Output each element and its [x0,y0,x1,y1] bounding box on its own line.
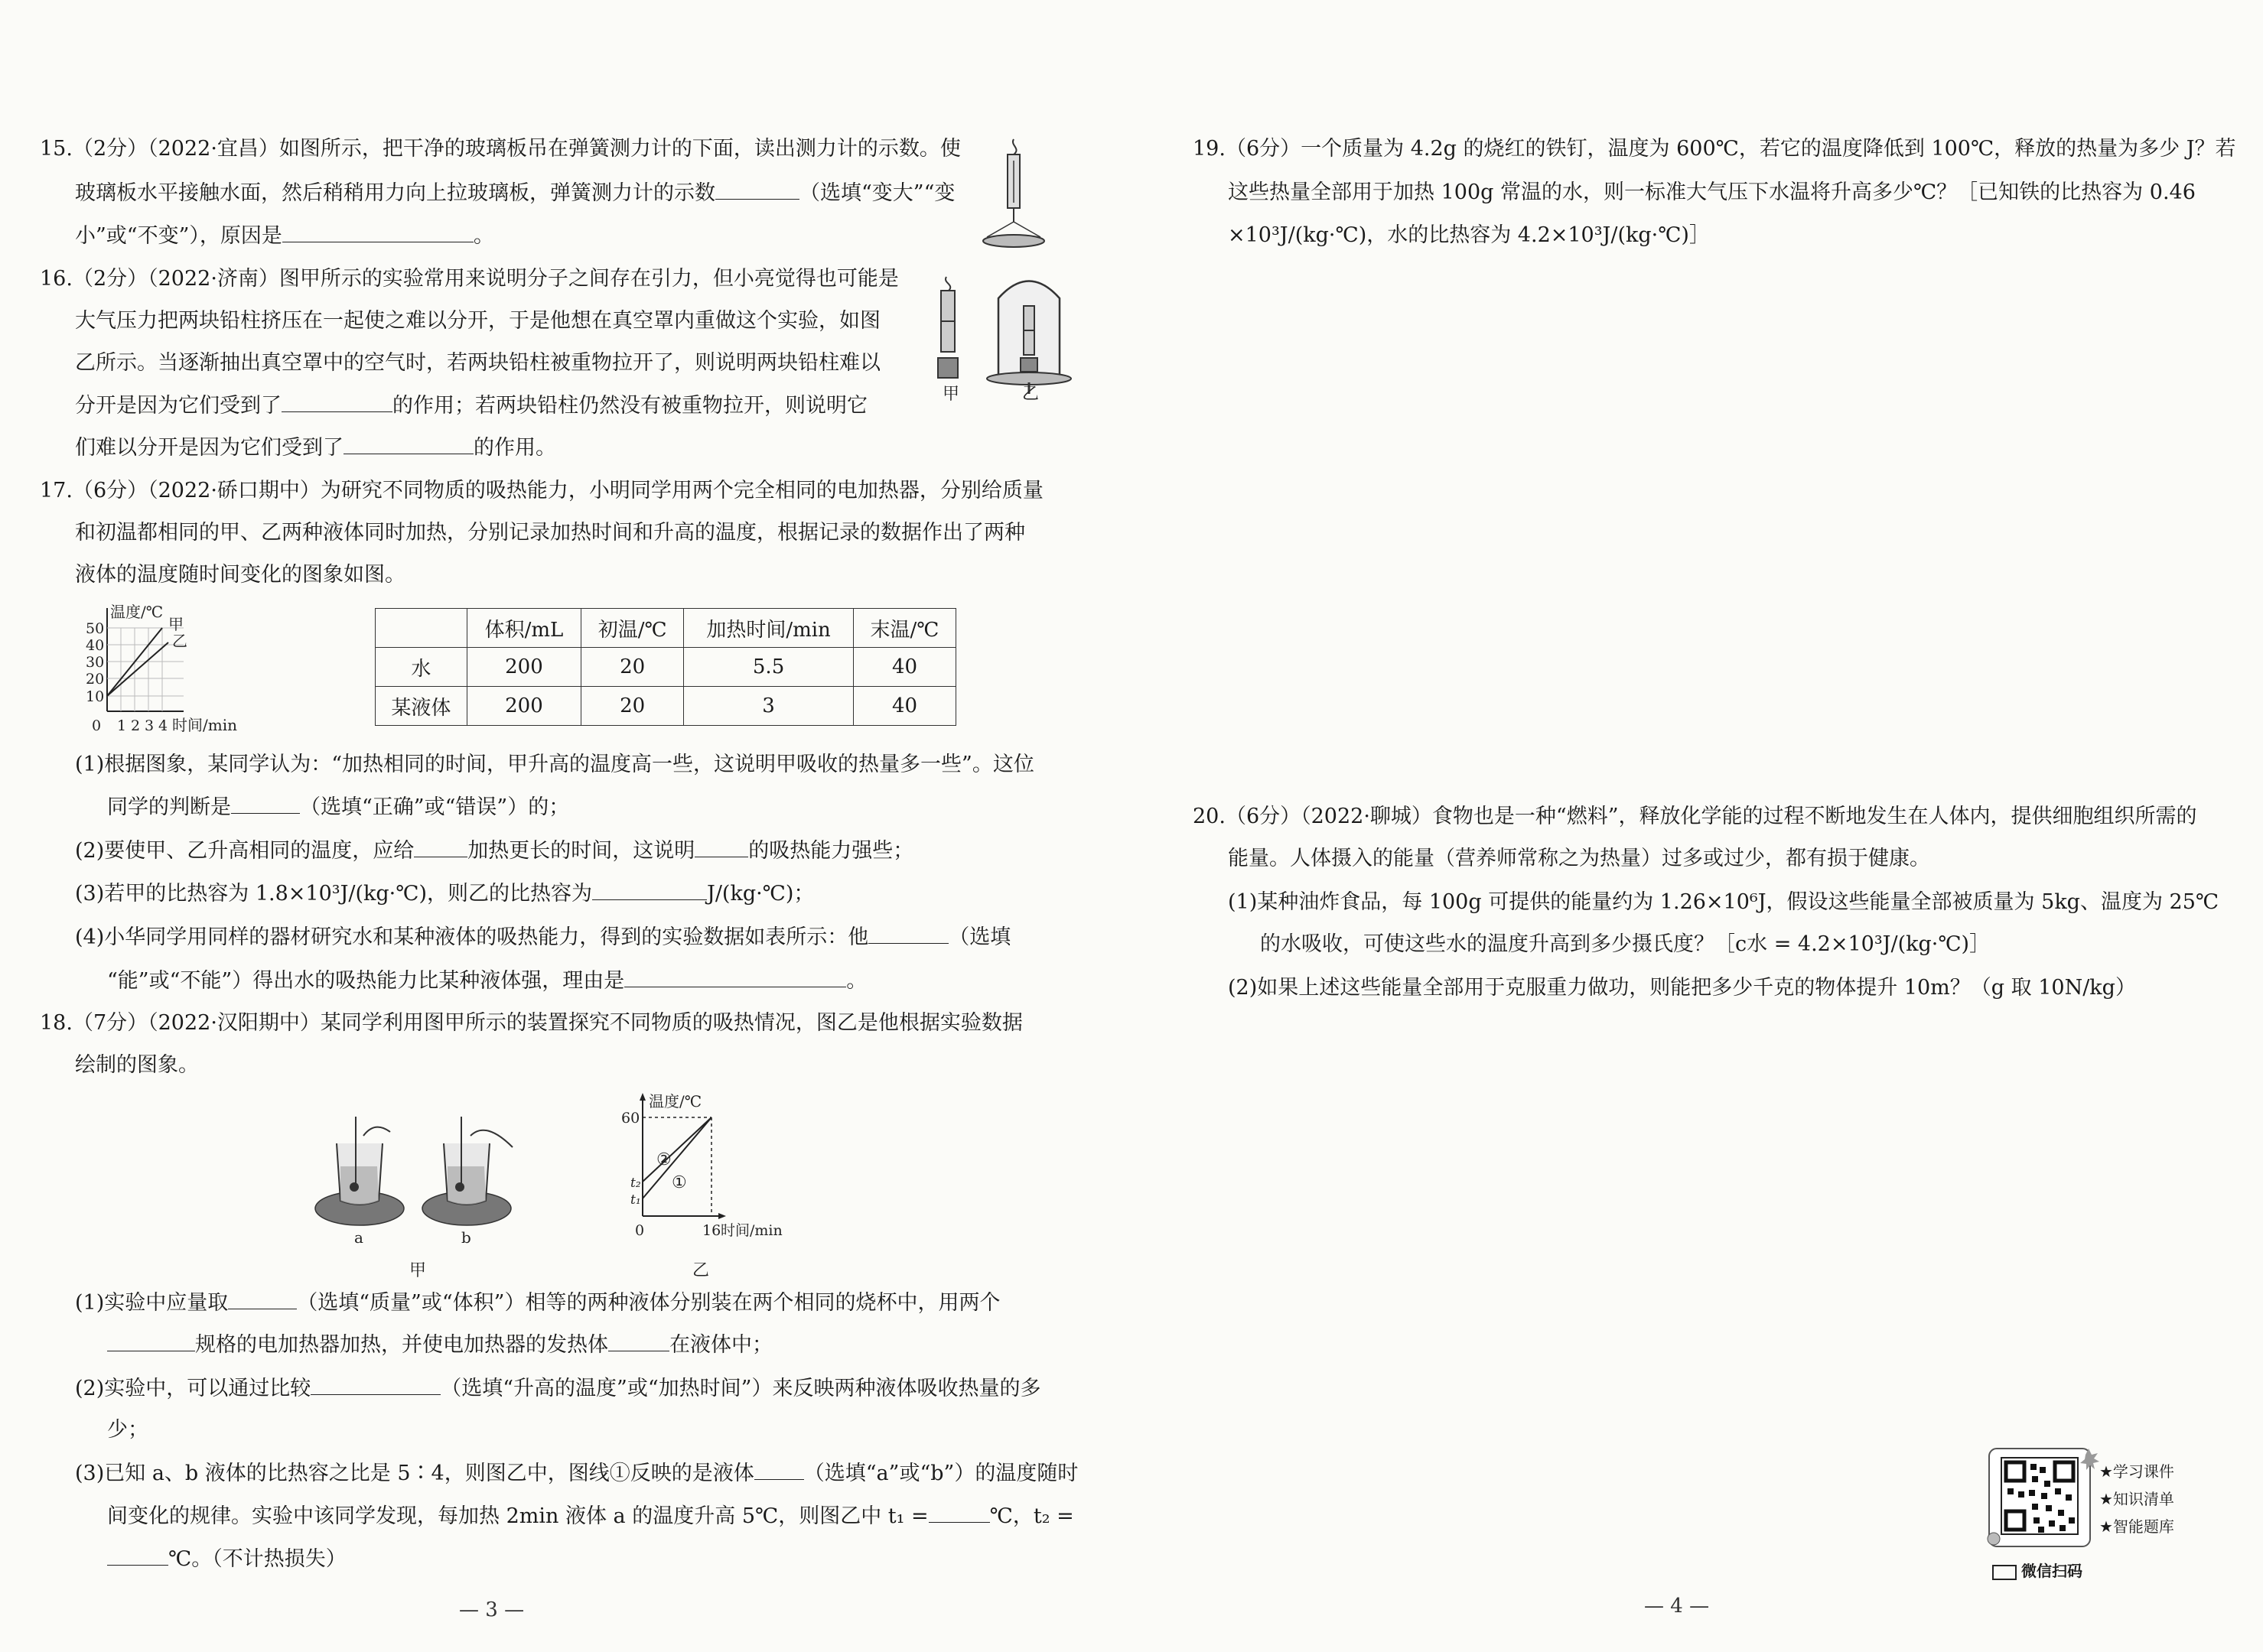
q19-line1: 19.（6分）一个质量为 4.2g 的烧红的铁钉，温度为 600℃，若它的温度降低到 100℃，释放的热量为多少 J？若 [1193,137,2236,161]
table-header-cell: 初温/℃ [581,609,684,648]
table-header-cell: 加热时间/min [684,609,854,648]
q16-line2: 大气压力把两块铅柱挤压在一起使之难以分开，于是他想在真空罩内重做这个实验，如图 [75,309,881,333]
qr-code-icon[interactable] [1985,1444,2099,1551]
q18-fig-jia-label: 甲 [409,1261,427,1277]
q18-p1-line1: (1)实验中应量取 （选填“质量”或“体积”）相等的两种液体分别装在两个相同的烧杯中，用两个 [75,1287,1000,1319]
q18-blank2[interactable] [107,1329,195,1351]
page-number-right: — 4 — [1644,1595,1710,1618]
q16-fig-yi-label: 乙 [1022,385,1040,404]
q18-line-mark-2: ② [656,1150,672,1169]
table-cell: 3 [684,687,854,726]
table-cell: 20 [581,648,684,687]
q17-graph-ytick: 10 [86,688,105,705]
q17-graph-ylabel: 温度/℃ [110,603,164,621]
q18-p3-line1: (3)已知 a、b 液体的比热容之比是 5∶4，则图乙中，图线①反映的是液体 （选填“a”或“b”）的温度随时 [75,1458,1078,1489]
q18-blank7[interactable] [107,1543,168,1566]
table-header-row [376,609,956,648]
q18-blank3[interactable] [608,1329,669,1351]
q18-beaker-b-label: b [461,1228,471,1247]
q20-p1-line2: 的水吸收，可使这些水的温度升高到多少摄氏度？［c水 = 4.2×10³J/(kg·℃)］ [1260,932,1991,956]
q17-blank5[interactable] [868,922,949,944]
table-header-cell: 体积/mL [467,609,581,648]
table-cell: 40 [853,687,956,726]
qr-code-block[interactable] [1985,1444,2214,1585]
q17-graph-ytick: 20 [86,671,105,688]
table-cell: 水 [376,648,467,687]
q17-p1-line1: (1)根据图象，某同学认为：“加热相同的时间，甲升高的温度高一些，这说明甲吸收的热量多一些”。这位 [75,753,1034,776]
table-cell: 40 [853,648,956,687]
table-header-cell: 末温/℃ [853,609,956,648]
right-page [1132,0,2263,1652]
q18-graph-t2: t₂ [630,1176,641,1191]
q18-graph-t1: t₁ [630,1192,641,1208]
q18-graph-ylabel: 温度/℃ [649,1092,702,1111]
q17-line3: 液体的温度随时间变化的图象如图。 [75,563,405,587]
q16-line5: 们难以分开是因为它们受到了 的作用。 [75,432,556,463]
q15-line1: 15.（2分）（2022·宜昌）如图所示，把干净的玻璃板吊在弹簧测力计的下面，读出测力计的示数。使 [40,137,961,161]
q17-blank2[interactable] [414,835,467,857]
q18-blank4[interactable] [311,1373,441,1395]
q17-graph-series-yi: 乙 [172,632,187,650]
q20-p2: (2)如果上述这些能量全部用于克服重力做功，则能把多少千克的物体提升 10m？（g 取 10N/kg） [1228,976,2136,1000]
q18-graph-origin: 0 [635,1222,645,1239]
q18-beakers-figure [310,1101,555,1277]
q17-graph-ytick: 50 [86,620,105,637]
q17-graph-xlabel: 时间/min [172,716,237,734]
q17-temperature-time-graph [61,600,268,738]
q15-blank1[interactable] [715,177,799,200]
q16-blank2[interactable] [344,432,474,454]
qr-caption: 微信扫码 [1992,1559,2082,1581]
qr-feature-item: ★知识清单 [2099,1490,2174,1508]
q17-p1-line2: 同学的判断是 （选填“正确”或“错误”）的； [107,792,569,823]
q16-line1: 16.（2分）（2022·济南）图甲所示的实验常用来说明分子之间存在引力，但小亮觉得也可能是 [40,267,899,291]
q18-beaker-a-label: a [354,1228,363,1247]
q17-blank6[interactable] [624,965,846,987]
q16-line4: 分开是因为它们受到了 的作用；若两块铅柱仍然没有被重物拉开，则说明它 [75,390,868,421]
q17-data-table [375,608,956,726]
q18-graph-xlabel: 时间/min [721,1222,783,1239]
scan-icon [1992,1565,2017,1580]
table-cell: 200 [467,687,581,726]
q18-graph-y60: 60 [621,1110,640,1127]
qr-feature-item: ★智能题库 [2099,1517,2174,1536]
page-number-left: — 3 — [459,1598,525,1621]
q17-blank3[interactable] [695,835,748,857]
q18-p2-line1: (2)实验中，可以通过比较 （选填“升高的温度”或“加热时间”）来反映两种液体吸收热量的多 [75,1373,1040,1404]
table-cell: 某液体 [376,687,467,726]
q19-line3: ×10³J/(kg·℃)，水的比热容为 4.2×10³J/(kg·℃)］ [1228,223,1710,247]
q17-graph-xtick: 3 [145,717,155,734]
qr-features-list [2099,1458,2174,1540]
q18-blank6[interactable] [929,1501,990,1523]
q18-graph-x16: 16 [702,1222,721,1239]
table-cell: 5.5 [684,648,854,687]
q20-line2: 能量。人体摄入的能量（营养师常称之为热量）过多或过少，都有损于健康。 [1228,847,1930,870]
qr-feature-item: ★学习课件 [2099,1462,2174,1481]
q18-fig-yi-label: 乙 [692,1261,710,1280]
q17-line1: 17.（6分）（2022·硚口期中）为研究不同物质的吸热能力，小明同学用两个完全相同的电加热器，分别给质量 [40,479,1044,502]
q17-p4-line2: “能”或“不能”）得出水的吸热能力比某种液体强，理由是 。 [107,965,867,997]
q17-graph-xtick: 1 [117,717,127,734]
q17-graph-series-jia: 甲 [168,615,184,633]
q17-line2: 和初温都相同的甲、乙两种液体同时加热，分别记录加热时间和升高的温度，根据记录的数据作出了两种 [75,521,1025,545]
q18-temperature-time-graph [612,1090,811,1285]
q17-p4-line1: (4)小华同学用同样的器材研究水和某种液体的吸热能力，得到的实验数据如表所示：他 （选填 [75,922,1011,953]
q17-p3: (3)若甲的比热容为 1.8×10³J/(kg·℃)，则乙的比热容为 J/(kg·℃)； [75,878,814,909]
q16-line3: 乙所示。当逐渐抽出真空罩中的空气时，若两块铅柱被重物拉开了，则说明两块铅柱难以 [75,351,881,375]
q15-line3: 小”或“不变”），原因是 。 [75,220,494,252]
table-row [376,648,956,687]
q16-blank1[interactable] [282,390,392,412]
table-cell: 200 [467,648,581,687]
q17-blank4[interactable] [592,878,707,900]
q16-fig-jia-label: 甲 [943,385,960,404]
q15-blank2[interactable] [282,220,474,242]
q18-p3-line2: 间变化的规律。实验中该同学发现，每加热 2min 液体 a 的温度升高 5℃，则图乙中 t₁ = ℃，t₂ = [107,1501,1074,1532]
q17-graph-ytick: 30 [86,654,105,671]
q15-spring-scale-figure [975,138,1052,252]
q17-graph-xtick: 2 [131,717,141,734]
q20-line1: 20.（6分）（2022·聊城）食物也是一种“燃料”，释放化学能的过程不断地发生在人体内，提供细胞组织所需的 [1193,805,2197,828]
q17-graph-origin: 0 [92,717,102,734]
q18-p1-line2: 规格的电加热器加热，并使电加热器的发热体 在液体中； [107,1329,773,1361]
table-row [376,687,956,726]
q17-graph-ytick: 40 [86,637,105,654]
q17-p2: (2)要使甲、乙升高相同的温度，应给 加热更长的时间，这说明 的吸热能力强些； [75,835,913,867]
q16-lead-cylinders-figure [926,268,1079,405]
q18-p3-line3: ℃。（不计热损失） [107,1543,347,1575]
q18-line1: 18.（7分）（2022·汉阳期中）某同学利用图甲所示的装置探究不同物质的吸热情况，图乙是他根据实验数据 [40,1011,1023,1035]
q18-line-mark-1: ① [672,1173,687,1192]
q15-line2: 玻璃板水平接触水面，然后稍稍用力向上拉玻璃板，弹簧测力计的示数 （选填“变大”“变 [75,177,955,209]
table-header-cell [376,609,467,648]
q18-blank1[interactable] [228,1287,297,1309]
q17-blank1[interactable] [231,792,300,814]
q18-blank5[interactable] [754,1458,804,1480]
q20-p1-line1: (1)某种油炸食品，每 100g 可提供的能量约为 1.26×10⁶J，假设这些能量全部被质量为 5kg、温度为 25℃ [1228,890,2219,914]
table-cell: 20 [581,687,684,726]
q19-line2: 这些热量全部用于加热 100g 常温的水，则一标准大气压下水温将升高多少℃？［已知铁的比热容为 0.46 [1228,180,2196,204]
q17-graph-xtick: 4 [158,717,168,734]
q18-line2: 绘制的图象。 [75,1053,199,1077]
q18-p2-line2: 少； [107,1418,148,1442]
